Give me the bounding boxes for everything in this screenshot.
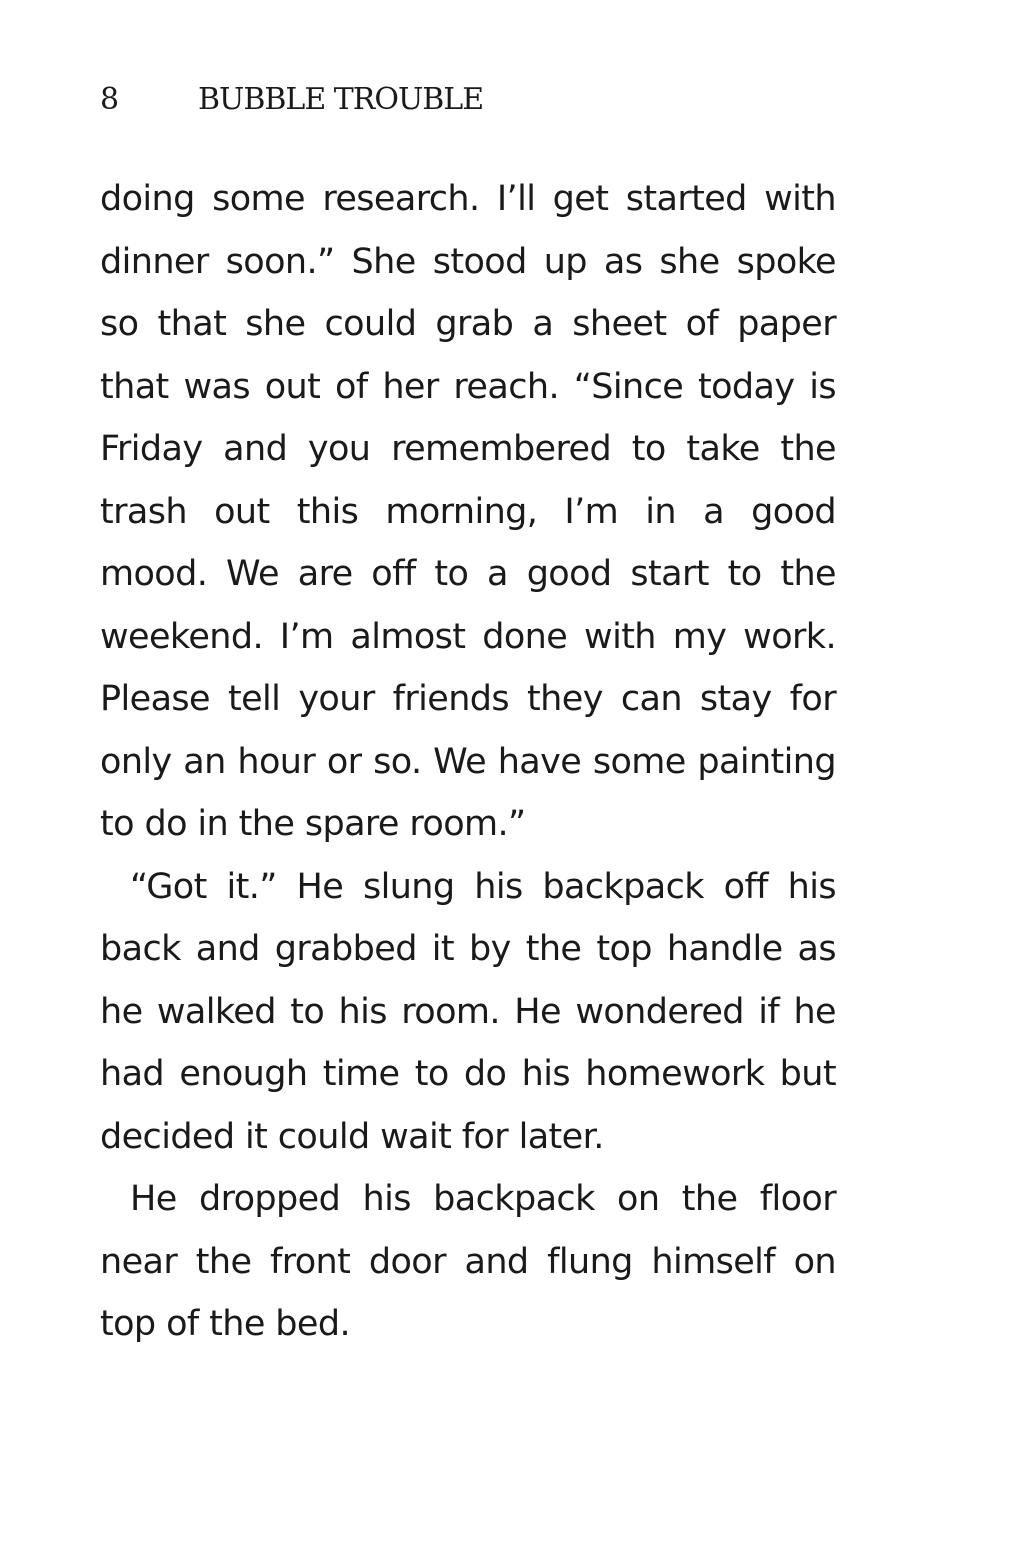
paragraph: He dropped his backpack on the floor near the front door and flung himself on top of the bed. (100, 1179, 836, 1344)
page-number: 8 (100, 82, 119, 117)
book-page (100, 0, 836, 1562)
running-head (100, 82, 483, 122)
body-text (100, 168, 836, 1356)
paragraph: “Got it.” He slung his backpack off his back and grabbed it by the top handle as he walked to his room. He wondered if he had enough time to do his homework but decided it could wait for later. (100, 866, 836, 1157)
book-title: BUBBLE TROUBLE (198, 82, 484, 117)
paragraph: doing some research. I’ll get started with dinner soon.” She stood up as she spoke so that she could grab a sheet of paper that was out of her reach. “Since today is Friday and you remembered to take the trash out this morning, I’m in a good mood. We are off to a good start to the weekend. I’m almost done with my work. Please tell your friends they can stay for only an hour or so. We have some painting to do in the spare room.” (100, 179, 836, 844)
